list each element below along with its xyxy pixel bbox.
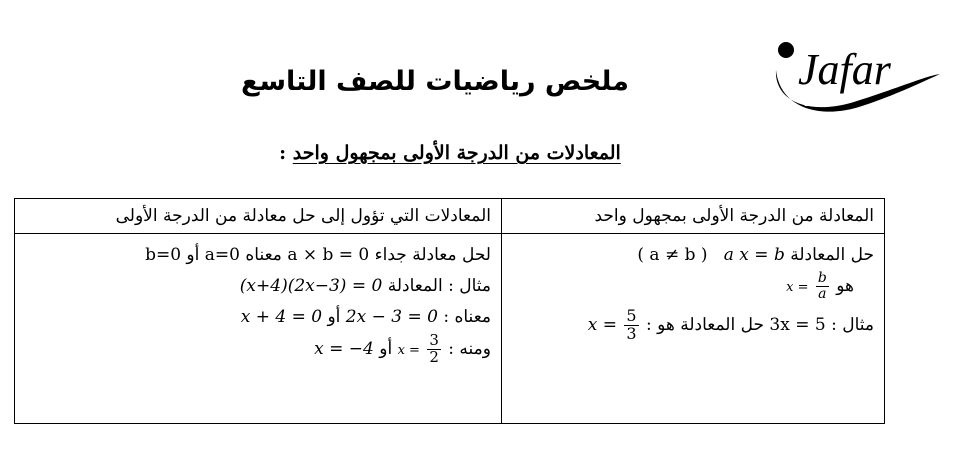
- result-fraction: $\frac{3}{2}$: [429, 331, 439, 366]
- example-equation: 3x = 5: [769, 314, 826, 335]
- product-example-line: مثال : المعادلة (x+4)(2x−3) = 0: [25, 271, 491, 302]
- summary-table: [14, 198, 885, 424]
- product-example-equation: (x+4)(2x−3) = 0: [239, 276, 383, 296]
- jafar-logo: [768, 38, 944, 116]
- cell-first-degree: [502, 234, 885, 424]
- section-heading: [200, 142, 700, 164]
- product-equation: a × b = 0: [287, 245, 370, 265]
- table-header-row: [15, 199, 885, 234]
- header-first-degree: المعادلة من الدرجة الأولى بمجهول واحد: [502, 199, 885, 234]
- example-line: مثال : 3x = 5 حل المعادلة هو : x = $\frac{5}{3}$: [587, 306, 874, 343]
- section-heading-colon: :: [279, 142, 293, 164]
- general-equation: a x = b: [723, 245, 785, 265]
- logo-dot: [778, 42, 794, 58]
- meaning-line: معناه : 2x − 3 = 0 أو x + 4 = 0: [240, 307, 491, 327]
- solution-fraction: $\frac{b}{a}$: [817, 270, 827, 302]
- product-rule-line: لحل معادلة جداء a × b = 0 معناه a=0 أو b=0: [25, 240, 491, 271]
- logo-text: Jafar: [798, 45, 891, 94]
- general-solution: x = $\frac{b}{a}$: [786, 270, 827, 302]
- result-fraction-solution: x = $\frac{3}{2}$: [397, 331, 439, 366]
- header-reducible: المعادلات التي تؤول إلى حل معادلة من الدرجة الأولى: [15, 199, 502, 234]
- cell-reducible: [15, 234, 502, 424]
- example-fraction: $\frac{5}{3}$: [626, 306, 637, 343]
- rule-line: حل المعادلة a x = b ( a ≠ b ): [512, 240, 874, 271]
- result-line: ومنه : x = $\frac{3}{2}$ أو x = −4: [314, 331, 491, 366]
- section-heading-text: المعادلات من الدرجة الأولى بمجهول واحد: [292, 142, 621, 164]
- condition: ( a ≠ b ): [637, 245, 708, 265]
- solution-line: هو x = $\frac{b}{a}$: [786, 270, 854, 302]
- table-body-row: [15, 234, 885, 424]
- logo-year: 2014: [804, 99, 830, 109]
- example-solution: x = $\frac{5}{3}$: [587, 306, 637, 343]
- page-title: ملخص رياضيات للصف التاسع: [241, 66, 629, 97]
